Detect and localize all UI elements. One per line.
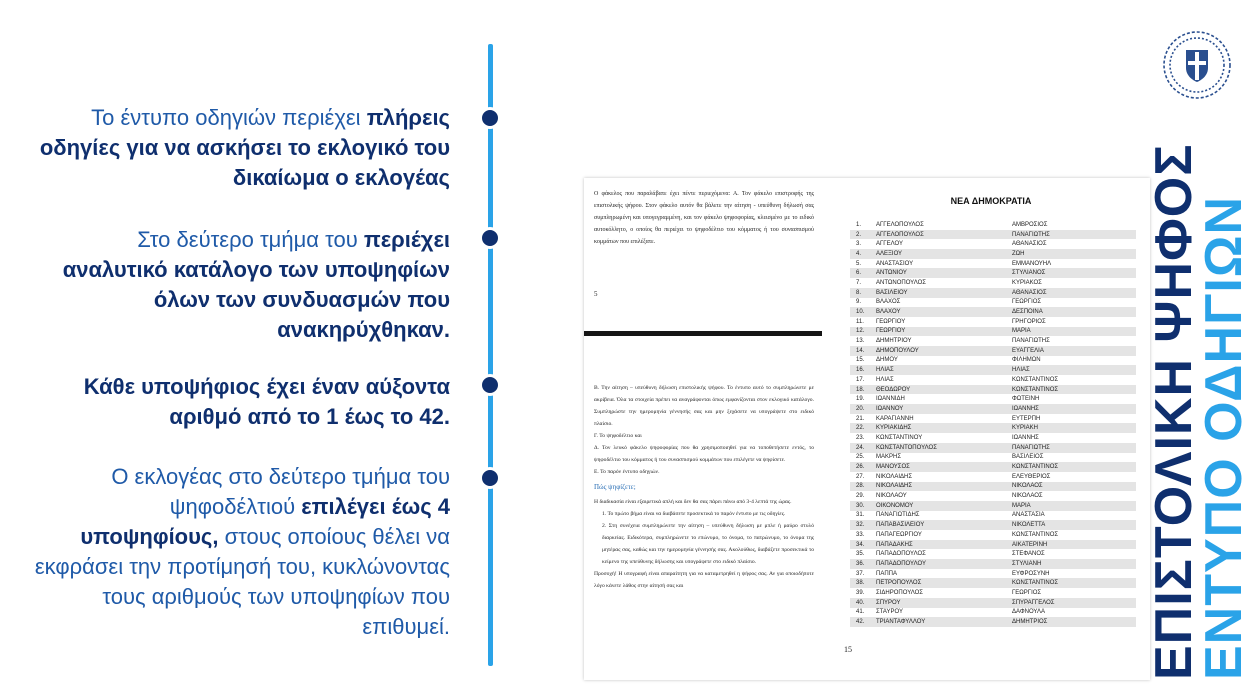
candidate-surname: ΗΛΙΑΣ	[876, 376, 894, 383]
candidate-row	[850, 288, 1136, 298]
candidate-row	[850, 549, 1136, 559]
candidate-surname: ΚΩΝΣΤΑΝΤΙΝΟΥ	[876, 434, 923, 441]
candidate-surname: ΜΑΝΟΥΣΟΣ	[876, 464, 910, 471]
candidate-row	[850, 501, 1136, 511]
candidate-first-name: ΠΑΝΑΓΙΩΤΗΣ	[1012, 231, 1050, 238]
candidate-list-paragraph: Στο δεύτερο τμήμα του περιέχει αναλυτικό κατάλογο των υποψηφίων όλων των συνδυασμών που ανακηρύχθηκαν.	[62, 227, 450, 342]
candidate-first-name: ΕΥΑΓΓΕΛΙΑ	[1012, 347, 1044, 354]
candidate-row	[850, 230, 1136, 240]
candidate-first-name: ΑΘΑΝΑΣΙΟΣ	[1012, 289, 1047, 296]
candidate-row	[850, 365, 1136, 375]
candidate-first-name: ΗΛΙΑΣ	[1012, 367, 1030, 374]
candidate-first-name: ΣΠΥΡΑΓΓΕΛΟΣ	[1012, 599, 1055, 606]
candidate-row	[850, 259, 1136, 269]
candidate-surname: ΝΙΚΟΛΑΙΔΗΣ	[876, 483, 913, 490]
candidate-surname: ΑΝΑΣΤΑΣΙΟΥ	[876, 260, 914, 267]
candidate-number: 31.	[856, 512, 865, 519]
candidate-surname: ΠΑΠΑΓΕΩΡΓΙΟΥ	[876, 531, 922, 538]
candidate-first-name: ΚΥΡΙΑΚΟΣ	[1012, 279, 1042, 286]
candidate-surname: ΜΑΚΡΗΣ	[876, 454, 902, 461]
booklet-item-g: Γ. Το ψηφοδέλτιο και	[594, 433, 642, 439]
instruction-booklet-image	[584, 178, 1150, 680]
candidate-row	[850, 491, 1136, 501]
candidate-surname: ΑΓΓΕΛΟΥ	[876, 241, 903, 248]
candidate-surname: ΑΝΤΩΝΟΠΟΥΛΟΣ	[876, 279, 926, 286]
candidate-number: 36.	[856, 560, 865, 567]
candidate-first-name: ΑΝΑΣΤΑΣΙΑ	[1012, 512, 1045, 519]
candidate-row	[850, 356, 1136, 366]
candidate-row	[850, 433, 1136, 443]
candidate-row	[850, 239, 1136, 249]
page-divider	[584, 331, 822, 336]
candidate-first-name: ΔΑΦΝΟΥΛΑ	[1012, 609, 1045, 616]
booklet-body-text	[594, 382, 814, 592]
candidate-number: 15.	[856, 357, 865, 364]
candidate-surname: ΔΗΜΗΤΡΙΟΥ	[876, 338, 912, 345]
candidate-number: 33.	[856, 531, 865, 538]
candidate-first-name: ΚΩΝΣΤΑΝΤΙΝΟΣ	[1012, 386, 1059, 393]
candidate-row	[850, 268, 1136, 278]
candidate-number: 13.	[856, 338, 865, 345]
candidate-first-name: ΕΜΜΑΝΟΥΗΛ	[1012, 260, 1052, 267]
candidate-first-name: ΚΥΡΙΑΚΗ	[1012, 425, 1039, 432]
candidate-number: 30.	[856, 502, 865, 509]
candidate-row	[850, 511, 1136, 521]
candidate-row	[850, 472, 1136, 482]
candidate-number: 21.	[856, 415, 865, 422]
candidate-row	[850, 443, 1136, 453]
candidate-surname: ΠΕΤΡΟΠΟΥΛΟΣ	[876, 580, 922, 587]
candidate-first-name: ΓΕΩΡΓΙΟΣ	[1012, 299, 1042, 306]
candidate-surname: ΘΕΟΔΩΡΟΥ	[876, 386, 911, 393]
candidate-surname: ΒΑΣΙΛΕΙΟΥ	[876, 289, 908, 296]
candidate-number: 7.	[856, 279, 862, 286]
candidate-row	[850, 404, 1136, 414]
candidate-first-name: ΝΙΚΟΛΕΤΤΑ	[1012, 522, 1046, 529]
candidate-surname: ΑΛΕΞΙΟΥ	[876, 250, 903, 257]
candidate-row	[850, 414, 1136, 424]
candidate-first-name: ΑΙΚΑΤΕΡΙΝΗ	[1012, 541, 1048, 548]
candidate-row	[850, 588, 1136, 598]
candidate-row	[850, 336, 1136, 346]
greek-coat-of-arms-icon	[1160, 28, 1234, 102]
candidate-row	[850, 520, 1136, 530]
candidate-number: 24.	[856, 444, 865, 451]
candidate-surname: ΣΙΔΗΡΟΠΟΥΛΟΣ	[876, 589, 924, 596]
candidate-number: 10.	[856, 309, 865, 316]
vertical-title-sub: ΕΝΤΥΠΟ ΟΔΗΓΙΩΝ	[1195, 195, 1253, 680]
candidate-number: 4.	[856, 250, 862, 257]
candidate-first-name: ΔΕΣΠΟΙΝΑ	[1012, 309, 1043, 316]
candidate-surname: ΒΛΑΧΟΣ	[876, 299, 901, 306]
candidate-number: 40.	[856, 599, 865, 606]
page-number: 15	[844, 645, 852, 654]
candidate-surname: ΠΑΠΠΑ	[876, 570, 898, 577]
candidate-surname: ΟΙΚΟΝΟΜΟΥ	[876, 502, 914, 509]
candidate-number: 34.	[856, 541, 865, 548]
candidate-number: 18.	[856, 386, 865, 393]
candidate-row	[850, 617, 1136, 627]
candidate-number: 1.	[856, 221, 862, 228]
candidate-number: 41.	[856, 609, 865, 616]
preference-paragraph: Ο εκλογέας στο δεύτερο τμήμα του ψηφοδέλτιού επιλέγει έως 4 υποψηφίους, στους οποίους θέλει να εκφράσει την προτίμησή του, κυκλώνοντας τους αριθμούς των υποψηφίων που επιθυμεί.	[34, 464, 450, 639]
candidate-number: 5.	[856, 260, 862, 267]
booklet-left-page	[584, 178, 822, 680]
candidate-first-name: ΔΗΜΗΤΡΙΟΣ	[1012, 619, 1048, 626]
candidate-number: 6.	[856, 270, 862, 277]
candidate-surname: ΝΙΚΟΛΑΙΔΗΣ	[876, 473, 913, 480]
candidate-row	[850, 598, 1136, 608]
step-2: 2. Στη συνέχεια συμπληρώνετε την αίτηση – υπεύθυνη δήλωση με μπλε ή μαύρο στυλό διαρκείας. Ειδικότερα, συμπληρώνετε το επώνυμο, το όνομα, το πατρώνυμο, το όνομα της μητέρας σας, καθώς και την ημερομηνία γέννησής σας. Ακολούθως, διαβάζετε προσεκτικά το κείμενο της υπεύθυνης δήλωσης και υπογράφετε στο ειδικό πλαίσιο.	[602, 523, 814, 565]
candidate-number: 17.	[856, 376, 865, 383]
candidate-number-paragraph: Κάθε υποψήφιος έχει έναν αύξοντα αριθμό από το 1 έως το 42.	[83, 374, 450, 429]
candidate-number: 39.	[856, 589, 865, 596]
candidate-row	[850, 462, 1136, 472]
candidate-row	[850, 578, 1136, 588]
candidate-number: 32.	[856, 522, 865, 529]
candidate-number: 35.	[856, 551, 865, 558]
candidate-first-name: ΖΩΗ	[1012, 250, 1025, 257]
how-to-vote-intro: Η διαδικασία είναι εξαιρετικά απλή και δεν θα σας πάρει πάνω από 3-4 λεπτά της ώρας.	[594, 499, 792, 505]
candidate-first-name: ΜΑΡΙΑ	[1012, 328, 1031, 335]
candidate-first-name: ΝΙΚΟΛΑΟΣ	[1012, 493, 1043, 500]
candidate-surname: ΠΑΠΑΔΟΠΟΥΛΟΥ	[876, 560, 926, 567]
candidate-first-name: ΣΤΥΛΙΑΝΗ	[1012, 560, 1042, 567]
candidate-row	[850, 317, 1136, 327]
candidate-number: 16.	[856, 367, 865, 374]
candidate-number: 28.	[856, 483, 865, 490]
candidate-number: 29.	[856, 493, 865, 500]
candidate-first-name: ΚΩΝΣΤΑΝΤΙΝΟΣ	[1012, 376, 1059, 383]
candidate-surname: ΗΛΙΑΣ	[876, 367, 894, 374]
candidate-number: 22.	[856, 425, 865, 432]
vertical-title-main: ΕΠΙΣΤΟΛΙΚΗ ΨΗΦΟΣ	[1145, 143, 1203, 680]
candidate-row	[850, 327, 1136, 337]
candidate-number: 27.	[856, 473, 865, 480]
candidate-row	[850, 346, 1136, 356]
candidate-number: 25.	[856, 454, 865, 461]
candidate-number: 9.	[856, 299, 862, 306]
candidate-first-name: ΠΑΝΑΓΙΩΤΗΣ	[1012, 338, 1050, 345]
booklet-item-d: Δ. Τον λευκό φάκελο ψηφοφορίας που θα χρησιμοποιηθεί για να τοποθετήσετε εντός, το ψηφοδέλτιο του κόμματος ή του συνασπισμού κομμάτων που επιλέγετε να ψηφίσετε.	[594, 445, 814, 463]
candidate-surname: ΓΕΩΡΓΙΟΥ	[876, 328, 906, 335]
candidate-first-name: ΝΙΚΟΛΑΟΣ	[1012, 483, 1043, 490]
candidate-surname: ΚΥΡΙΑΚΙΔΗΣ	[876, 425, 912, 432]
candidate-surname: ΑΓΓΕΛΟΠΟΥΛΟΣ	[876, 221, 924, 228]
candidate-first-name: ΣΤΥΛΙΑΝΟΣ	[1012, 270, 1046, 277]
candidate-row	[850, 220, 1136, 230]
timeline-dot	[479, 374, 501, 396]
candidate-row	[850, 482, 1136, 492]
candidate-number: 19.	[856, 396, 865, 403]
timeline-dot	[479, 467, 501, 489]
timeline-dot	[479, 107, 501, 129]
how-to-vote-heading: Πώς ψηφίζετε;	[594, 483, 636, 491]
step-1: 1. Το πρώτο βήμα είναι να διαβάσετε προσεκτικά το παρόν έντυπο με τις οδηγίες.	[602, 511, 786, 517]
candidate-row	[850, 569, 1136, 579]
candidate-row	[850, 307, 1136, 317]
candidate-number: 8.	[856, 289, 862, 296]
candidate-surname: ΝΙΚΟΛΑΟΥ	[876, 493, 907, 500]
signature-note: Προσοχή! Η υπογραφή είναι απαραίτητη για να καταμετρηθεί η ψήφος σας. Αν για οποιοδήποτε λόγο κάνετε λάθος στην αίτησή σας και	[594, 571, 814, 589]
candidate-surname: ΠΑΠΑΔΟΠΟΥΛΟΣ	[876, 551, 926, 558]
candidate-first-name: ΣΤΕΦΑΝΟΣ	[1012, 551, 1045, 558]
booklet-item-e: Ε. Το παρόν έντυπο οδηγιών.	[594, 469, 660, 475]
candidate-first-name: ΓΕΩΡΓΙΟΣ	[1012, 589, 1042, 596]
candidate-row	[850, 298, 1136, 308]
candidate-first-name: ΒΑΣΙΛΕΙΟΣ	[1012, 454, 1044, 461]
candidate-surname: ΑΝΤΩΝΙΟΥ	[876, 270, 907, 277]
candidate-surname: ΠΑΠΑΔΑΚΗΣ	[876, 541, 913, 548]
candidate-number: 2.	[856, 231, 862, 238]
candidate-surname: ΣΠΥΡΟΥ	[876, 599, 901, 606]
candidate-row	[850, 385, 1136, 395]
candidate-row	[850, 453, 1136, 463]
candidate-surname: ΣΤΑΥΡΟΥ	[876, 609, 903, 616]
timeline-line	[488, 44, 493, 666]
candidate-surname: ΓΕΩΡΓΙΟΥ	[876, 318, 906, 325]
candidate-surname: ΤΡΙΑΝΤΑΦΥΛΛΟΥ	[876, 619, 926, 626]
candidate-first-name: ΕΥΦΡΟΣΥΝΗ	[1012, 570, 1050, 577]
candidate-surname: ΚΩΝΣΤΑΝΤΟΠΟΥΛΟΣ	[876, 444, 937, 451]
candidate-number: 14.	[856, 347, 865, 354]
candidate-number: 3.	[856, 241, 862, 248]
candidate-number: 12.	[856, 328, 865, 335]
timeline-dot	[479, 227, 501, 249]
party-name: ΝΕΑ ΔΗΜΟΚΡΑΤΙΑ	[950, 196, 1032, 206]
candidate-first-name: ΚΩΝΣΤΑΝΤΙΝΟΣ	[1012, 531, 1059, 538]
candidate-surname: ΑΓΓΕΛΟΠΟΥΛΟΣ	[876, 231, 924, 238]
candidate-first-name: ΜΑΡΙΑ	[1012, 502, 1031, 509]
candidate-first-name: ΓΡΗΓΟΡΙΟΣ	[1012, 318, 1046, 325]
candidate-number: 38.	[856, 580, 865, 587]
page-number: 5	[594, 290, 598, 298]
candidate-row	[850, 559, 1136, 569]
candidate-surname: ΙΩΑΝΝΟΥ	[876, 405, 904, 412]
candidate-row	[850, 394, 1136, 404]
candidate-first-name: ΑΜΒΡΟΣΙΟΣ	[1012, 221, 1048, 228]
candidate-row	[850, 423, 1136, 433]
candidate-first-name: ΚΩΝΣΤΑΝΤΙΝΟΣ	[1012, 464, 1059, 471]
candidate-first-name: ΕΥΤΕΡΠΗ	[1012, 415, 1041, 422]
candidate-row	[850, 530, 1136, 540]
candidate-row	[850, 278, 1136, 288]
candidate-number: 20.	[856, 405, 865, 412]
candidate-surname: ΔΗΜΟΥ	[876, 357, 898, 364]
candidate-surname: ΠΑΠΑΒΑΣΙΛΕΙΟΥ	[876, 522, 925, 529]
booklet-item-b: Β. Την αίτηση – υπεύθυνη δήλωση επιστολικής ψήφου. Το έντυπο αυτό το συμπληρώνετε με ακρίβεια. Όλα τα στοιχεία πρέπει να αναγράφονται όπως εμφανίζονται στον εκλογικό κατάλογο. Συμπληρώστε την ημερομηνία γέννησής σας και μην ξεχάσετε να υπογράψετε στο ειδικό πλαίσιο.	[594, 385, 814, 427]
candidate-first-name: ΦΙΛΗΜΩΝ	[1012, 357, 1041, 364]
candidate-number: 23.	[856, 434, 865, 441]
candidate-surname: ΒΛΑΧΟΥ	[876, 309, 901, 316]
candidate-surname: ΙΩΑΝΝΙΔΗ	[876, 396, 905, 403]
candidate-list	[850, 220, 1136, 627]
candidate-number: 11.	[856, 318, 864, 325]
candidate-row	[850, 608, 1136, 618]
candidate-number: 42.	[856, 619, 865, 626]
candidate-number: 37.	[856, 570, 865, 577]
candidate-first-name: ΕΛΕΥΘΕΡΙΟΣ	[1012, 473, 1051, 480]
candidate-row	[850, 249, 1136, 259]
candidate-first-name: ΑΘΑΝΑΣΙΟΣ	[1012, 241, 1047, 248]
candidate-first-name: ΙΩΑΝΝΗΣ	[1012, 405, 1039, 412]
candidate-row	[850, 540, 1136, 550]
candidate-first-name: ΠΑΝΑΓΙΩΤΗΣ	[1012, 444, 1050, 451]
intro-paragraph: Το έντυπο οδηγιών περιέχει πλήρεις οδηγίες για να ασκήσει το εκλογικό του δικαίωμα ο εκλογέας	[39, 105, 450, 190]
booklet-intro-text: Ο φάκελος που παραλάβατε έχει πέντε περιεχόμενα: Α. Τον φάκελο επιστροφής της επιστολικής ψήφου. Στον φάκελο αυτόν θα βάλετε την αίτηση - υπεύθυνη δήλωσή σας συμπληρωμένη και υπογεγραμμένη, και τον φάκελο ψηφοφορίας, κλεισμένο με το ειδικό αυτοκόλλητο, ο οποίος θα περιέχει το ψηφοδέλτιο του κόμματος ή του συνασπισμού κομμάτων που επιλέξατε.	[594, 191, 814, 245]
candidate-row	[850, 375, 1136, 385]
candidate-surname: ΔΗΜΟΠΟΥΛΟΥ	[876, 347, 919, 354]
booklet-right-page	[832, 178, 1150, 680]
candidate-number: 26.	[856, 464, 865, 471]
candidate-surname: ΚΑΡΑΓΙΑΝΝΗ	[876, 415, 914, 422]
candidate-first-name: ΚΩΝΣΤΑΝΤΙΝΟΣ	[1012, 580, 1059, 587]
candidate-surname: ΠΑΝΑΓΙΩΤΙΔΗΣ	[876, 512, 920, 519]
candidate-first-name: ΦΩΤΕΙΝΗ	[1012, 396, 1040, 403]
candidate-first-name: ΙΩΑΝΝΗΣ	[1012, 434, 1039, 441]
